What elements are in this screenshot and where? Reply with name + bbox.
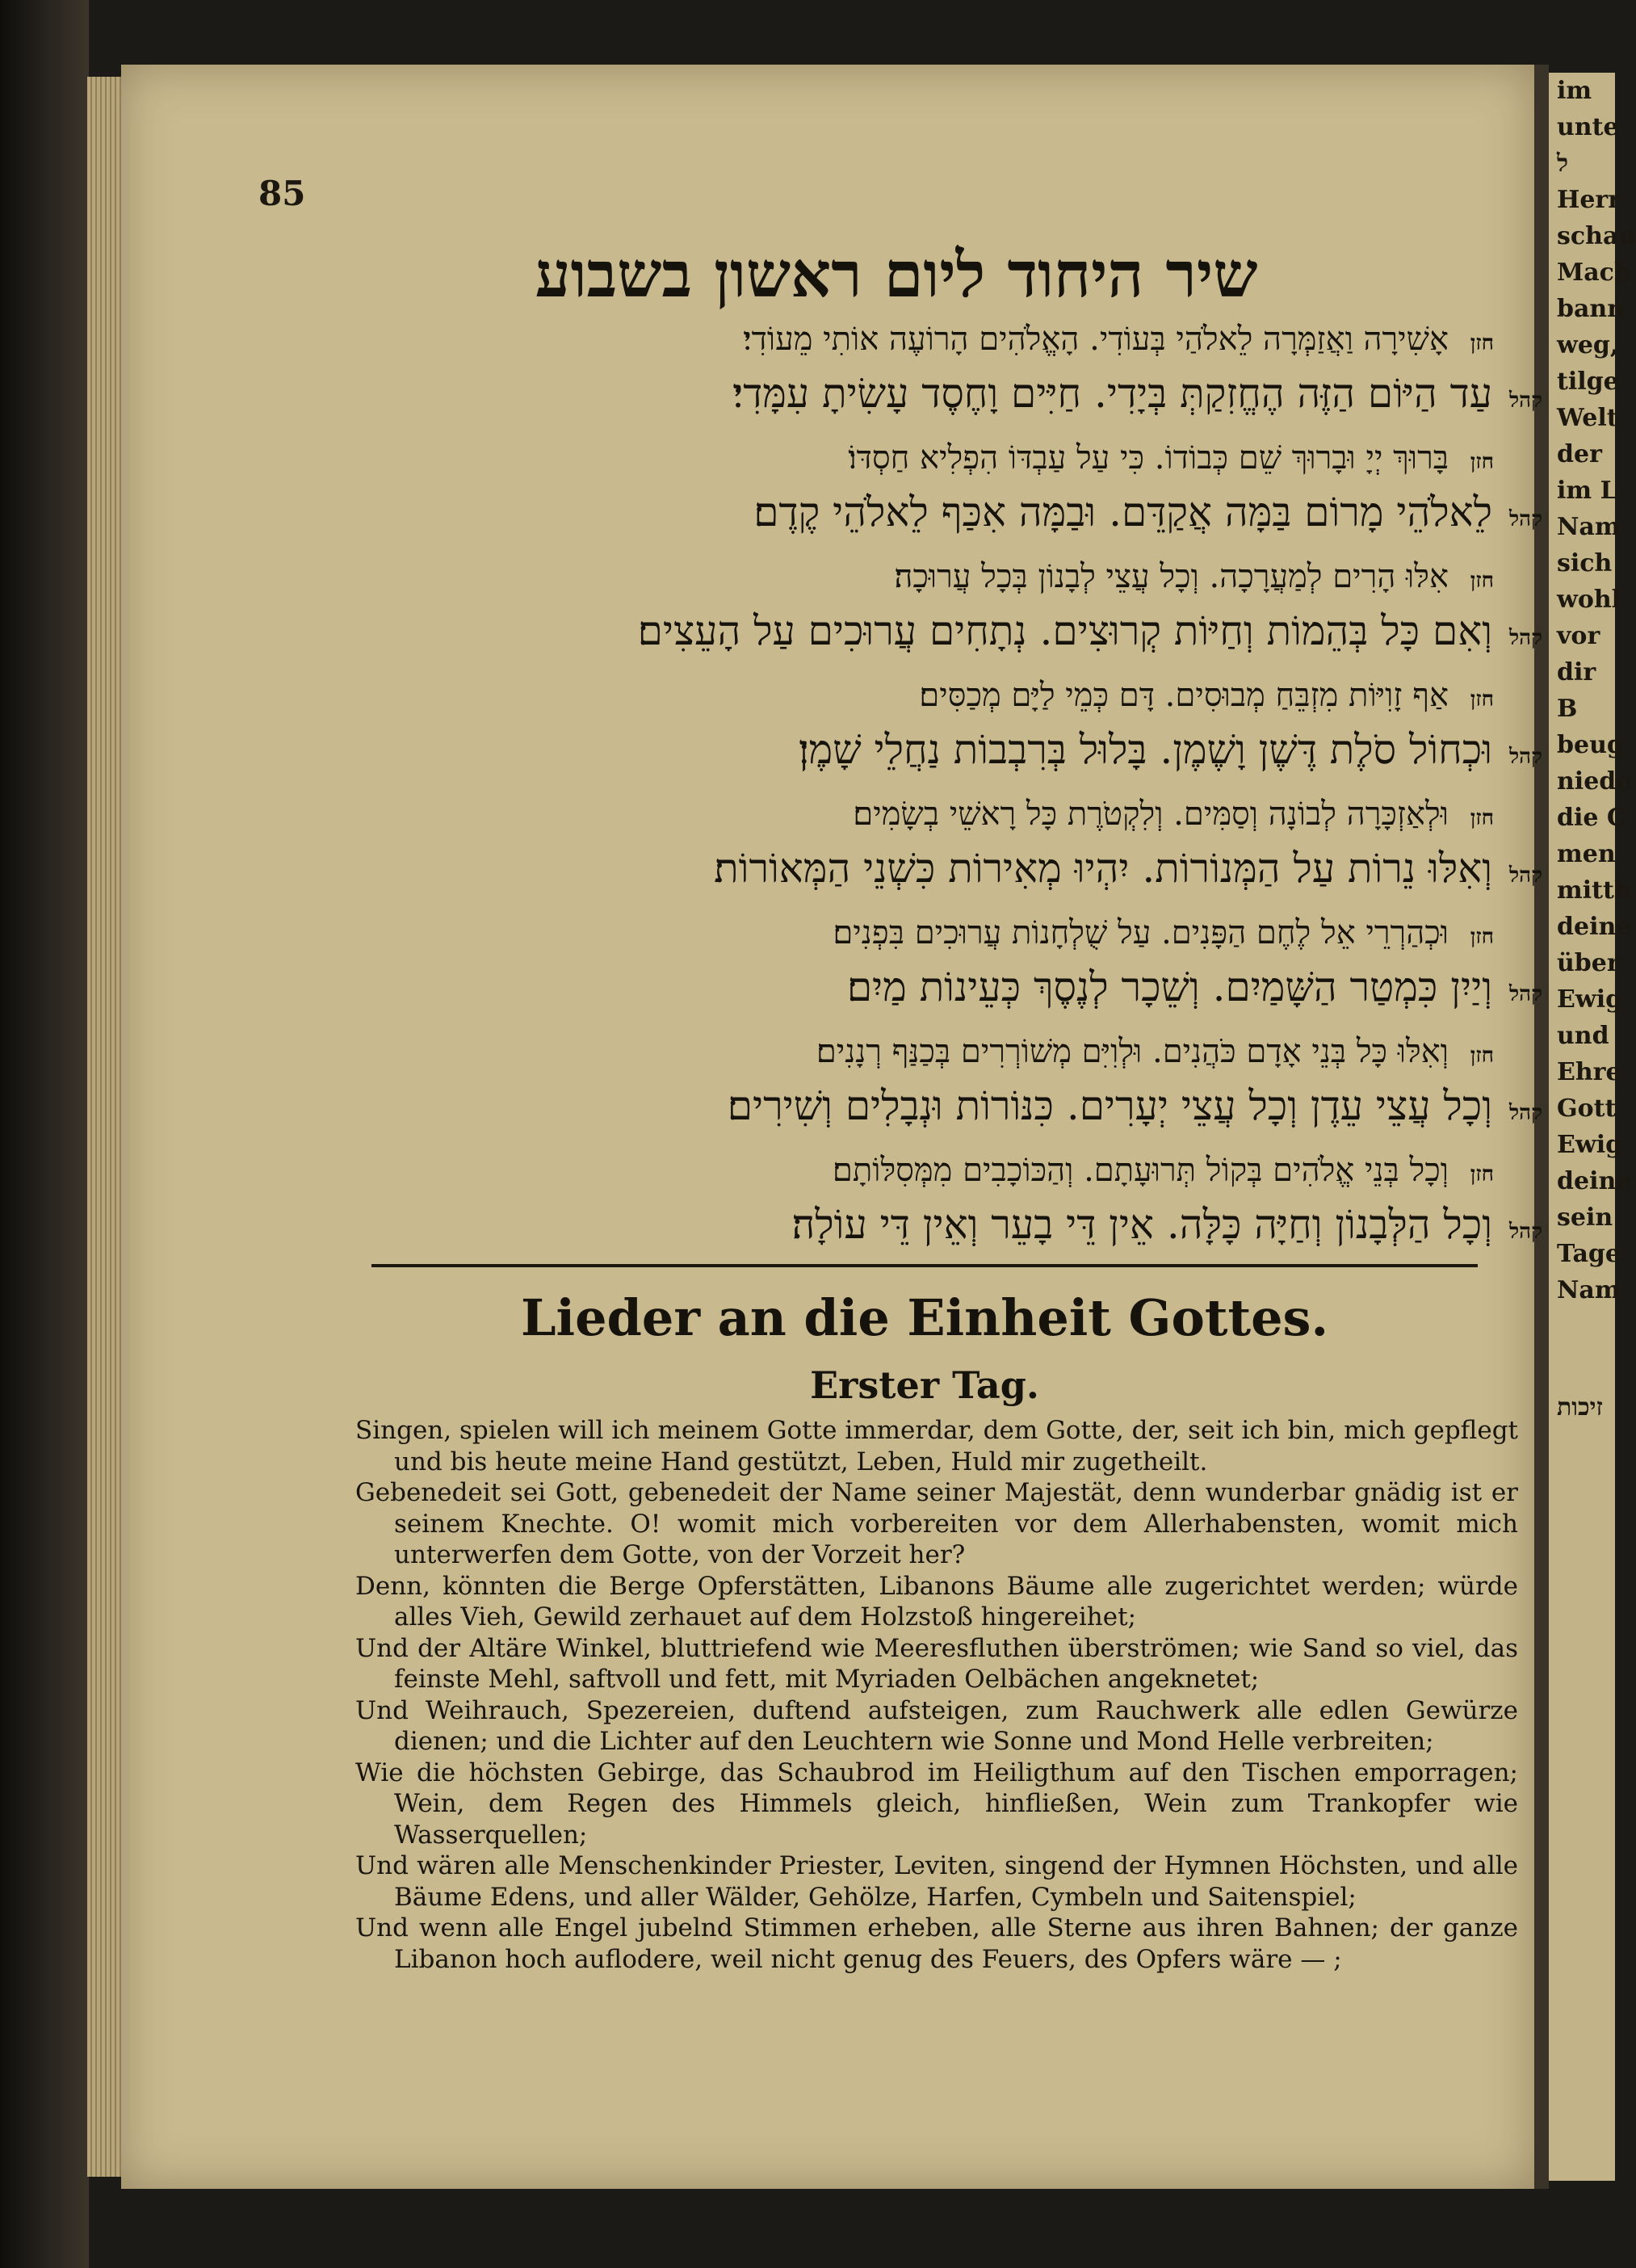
adjacent-fragment: Nam	[1557, 1276, 1621, 1304]
adjacent-fragment: Ehre	[1557, 1058, 1621, 1086]
adjacent-fragment: dir	[1557, 658, 1596, 687]
speaker-label: חזן	[1470, 1162, 1494, 1186]
hymn-line-cantor	[371, 795, 1542, 845]
hymn-line-congregation	[371, 1082, 1542, 1151]
hymn-line-congregation	[371, 964, 1542, 1032]
adjacent-fragment: Nam	[1557, 513, 1621, 541]
hymn-line-text: אָשִׁירָה וַאֲזַמְּרָה לֵאלֹהַי בְּעוֹדִי. הָאֱלֹהִים הָרוֹעֶה אוֹתִי מֵעוֹדִי׃	[743, 321, 1449, 358]
translation-verse: Und der Altäre Winkel, bluttriefend wie Meeresfluthen überströmen; wie Sand so viel, das feinste Mehl, saftvoll und fett, mit Myriaden Oelbächen angeknetet;	[355, 1633, 1518, 1694]
speaker-label: חזן	[1470, 331, 1494, 355]
hymn-line-congregation	[371, 607, 1542, 676]
adjacent-fragment: sich	[1557, 549, 1613, 578]
adjacent-fragment: beug	[1557, 731, 1624, 759]
hymn-line-text: וְכָל עֲצֵי עֵדֶן וְכָל עֲצֵי יְעָרִים. כִּנּוֹרוֹת וּנְבָלִים וְשִׁירִים׃	[727, 1082, 1492, 1129]
adjacent-fragment: deine	[1557, 913, 1632, 941]
adjacent-fragment: sein	[1557, 1203, 1613, 1232]
speaker-label: קהל	[1508, 745, 1542, 769]
adjacent-fragment: im	[1557, 77, 1592, 105]
speaker-label: חזן	[1470, 687, 1494, 712]
adjacent-fragment: der	[1557, 440, 1602, 468]
hymn-line-text: בָּרוּךְ יְיָ וּבָרוּךְ שֵׁם כְּבוֹדוֹ. כִּי עַל עַבְדּוֹ הִפְלִיא חַסְדּוֹ׃	[848, 439, 1449, 477]
adjacent-fragment: men	[1557, 840, 1616, 868]
adjacent-fragment: Herr	[1557, 186, 1621, 214]
hymn-line-text: וְיַיִן כִּמְטַר הַשָּׁמַיִם. וְשֵׁכָר לְנֶסֶךְ כְּעֵינוֹת מַיִם׃	[846, 964, 1492, 1010]
hymn-line-cantor	[371, 557, 1542, 607]
adjacent-fragment: tilge	[1557, 368, 1619, 396]
hebrew-title: שיר היחוד ליום ראשון בשבוע	[535, 238, 1258, 312]
hymn-line-text: וְאִלּוּ כָּל בְּנֵי אָדָם כֹּהֲנִים. וּלְוִיִּם מְשׁוֹרְרִים בְּכַנַּף רְנָנִים׃	[816, 1033, 1449, 1070]
translation-verse: Wie die höchsten Gebirge, das Schaubrod im Heiligthum auf den Tischen emporragen; Wein, dem Regen des Himmels gleich, hinfließen, Wein zum Trankopfer wie Wasserquellen;	[355, 1758, 1518, 1850]
speaker-label: קהל	[1508, 1101, 1542, 1125]
adjacent-fragment: im L	[1557, 477, 1617, 505]
speaker-label: קהל	[1508, 1220, 1542, 1244]
german-translation	[355, 1415, 1518, 1975]
hymn-line-congregation	[371, 1201, 1542, 1270]
adjacent-fragment: Mach	[1557, 258, 1632, 287]
speaker-label: קהל	[1508, 388, 1542, 413]
adjacent-fragment: bann	[1557, 295, 1626, 323]
speaker-label: חזן	[1470, 569, 1494, 593]
page-stack-edge	[87, 77, 126, 2177]
adjacent-fragment: mitth	[1557, 876, 1632, 905]
adjacent-fragment: vor	[1557, 622, 1600, 650]
adjacent-fragment: weg,	[1557, 331, 1619, 359]
hymn-line-text: וְכָל בְּנֵי אֱלֹהִים בְּקוֹל תְּרוּעָתָם. וְהַכּוֹכָבִים מִמְּסִלּוֹתָם׃	[832, 1152, 1449, 1189]
translation-verse: Und wenn alle Engel jubelnd Stimmen erheben, alle Sterne aus ihren Bahnen; der ganze Libanon hoch auflodere, weil nicht genug des Feuers, des Opfers wäre — ;	[355, 1913, 1518, 1974]
adjacent-fragment: Welt	[1557, 404, 1618, 432]
adjacent-fragment: die C	[1557, 804, 1626, 832]
translation-verse: Und Weihrauch, Spezereien, duftend aufsteigen, zum Rauchwerk alle edlen Gewürze dienen; und die Lichter auf den Leuchtern wie Sonne und Mond Helle verbreiten;	[355, 1695, 1518, 1756]
speaker-label: קהל	[1508, 626, 1542, 650]
page-number: 85	[258, 174, 306, 213]
adjacent-fragment: Tage	[1557, 1240, 1621, 1268]
hymn-line-text: לֵאלֹהֵי מָרוֹם בַּמָּה אֲקַדֵּם. וּבַמָּה אִכַּף לֵאלֹהֵי קֶדֶם׃	[753, 489, 1492, 536]
hymn-line-congregation	[371, 370, 1542, 439]
speaker-label: חזן	[1470, 925, 1494, 949]
translation-verse: Singen, spielen will ich meinem Gotte immerdar, dem Gotte, der, seit ich bin, mich gepflegt und bis heute meine Hand gestützt, Leben, Huld mir zugetheilt.	[355, 1416, 1518, 1476]
hymn-line-cantor	[371, 676, 1542, 726]
speaker-label: חזן	[1470, 450, 1494, 474]
adjacent-fragment: זיכות	[1557, 1393, 1603, 1422]
book-spine	[0, 0, 89, 2268]
hymn-line-cantor	[371, 1151, 1542, 1201]
adjacent-fragment: ל	[1557, 149, 1569, 178]
hymn-line-cantor	[371, 439, 1542, 489]
hymn-line-congregation	[371, 845, 1542, 914]
adjacent-fragment: Ewig	[1557, 1131, 1623, 1159]
translation-verse: Gebenedeit sei Gott, gebenedeit der Name seiner Majestät, denn wunderbar gnädig ist er seinem Knechte. O! womit mich vorbereiten vor dem Allerhabensten, womit mich unterwerfen dem Gotte, von der Vorzeit her?	[355, 1478, 1518, 1569]
adjacent-fragment: Gott	[1557, 1094, 1617, 1123]
adjacent-fragment: niede	[1557, 767, 1632, 796]
hebrew-hymn	[371, 238, 1542, 1270]
adjacent-fragment: schau	[1557, 222, 1636, 250]
hymn-line-text: וְאִם כָּל בְּהֵמוֹת וְחַיּוֹת קְרוּצִים. נְתָחִים עֲרוּכִים עַל הָעֵצִים׃	[637, 607, 1492, 654]
hymn-line-text: וְכָל הַלְּבָנוֹן וְחַיָּה כָּלָּה. אֵין דֵּי בָעֵר וְאֵין דֵּי עוֹלָה׃	[791, 1201, 1492, 1248]
hymn-line-text: עַד הַיּוֹם הַזֶּה הֶחֱזִקַתְּ בְּיָדִי. חַיִּים וָחֶסֶד עָשִׂיתָ עִמָּדִי׃	[732, 370, 1492, 417]
german-title: Lieder an die Einheit Gottes.	[520, 1288, 1329, 1347]
adjacent-fragment: und	[1557, 1022, 1609, 1050]
adjacent-fragment: Ewig	[1557, 985, 1623, 1014]
hymn-line-cantor	[371, 1032, 1542, 1082]
translation-verse: Und wären alle Menschenkinder Priester, Leviten, singend der Hymnen Höchsten, und alle Bäume Edens, und aller Wälder, Gehölze, Harfen, Cymbeln und Saitenspiel;	[355, 1851, 1518, 1912]
adjacent-fragment: über	[1557, 949, 1620, 977]
hymn-line-text: וְאִלּוּ נֵרוֹת עַל הַמְּנוֹרוֹת. יִהְיוּ מְאִירוֹת כִּשְׁנֵי הַמְּאוֹרוֹת׃	[714, 845, 1492, 892]
german-subtitle: Erster Tag.	[810, 1363, 1039, 1407]
translation-verse: Denn, könnten die Berge Opferstätten, Libanons Bäume alle zugerichtet werden; würde alles Vieh, Gewild zerhauet auf dem Holzstoß hingereihet;	[355, 1571, 1518, 1632]
hymn-line-text: וּלְאַזְכָּרָה לְבוֹנָה וְסַמִּים. וְלִקְטֹרֶת כָּל רָאשֵׁי בְשָׂמִים׃	[853, 796, 1449, 833]
speaker-label: קהל	[1508, 507, 1542, 531]
hymn-line-congregation	[371, 726, 1542, 795]
adjacent-fragment: wohl	[1557, 586, 1621, 614]
hymn-line-text: וּכְחוֹל סֹלֶת דֶּשֶׁן וָשֶׁמֶן. בָּלוּל בְּרִבְבוֹת נַחֲלֵי שָׁמֶן׃	[798, 726, 1492, 773]
adjacent-fragment: unte	[1557, 113, 1619, 141]
hymn-line-cantor	[371, 320, 1542, 370]
hymn-line-cantor	[371, 914, 1542, 964]
speaker-label: חזן	[1470, 806, 1494, 830]
adjacent-fragment: deine	[1557, 1167, 1632, 1195]
adjacent-fragment: B	[1557, 695, 1578, 723]
hymn-line-congregation	[371, 489, 1542, 557]
section-divider	[371, 1264, 1478, 1267]
hymn-line-text: וּכְהַרְרֵי אֵל לֶחֶם הַפָּנִים. עַל שֻׁלְחָנוֹת עֲרוּכִים בִּפְנִים׃	[833, 914, 1449, 951]
hymn-line-text: אַף זָוִיּוֹת מִזְבֵּחַ מְבוּסִים. דָּם כְּמֵי לַיָּם מְכַסִּים׃	[919, 677, 1449, 714]
hymn-line-text: אִלּוּ הָרִים לְמַעֲרָכָה. וְכָל עֲצֵי לְבָנוֹן בְּכָל עֲרוּכָה׃	[894, 558, 1449, 595]
speaker-label: קהל	[1508, 982, 1542, 1006]
speaker-label: חזן	[1470, 1044, 1494, 1068]
adjacent-page	[1549, 73, 1636, 2181]
speaker-label: קהל	[1508, 863, 1542, 888]
